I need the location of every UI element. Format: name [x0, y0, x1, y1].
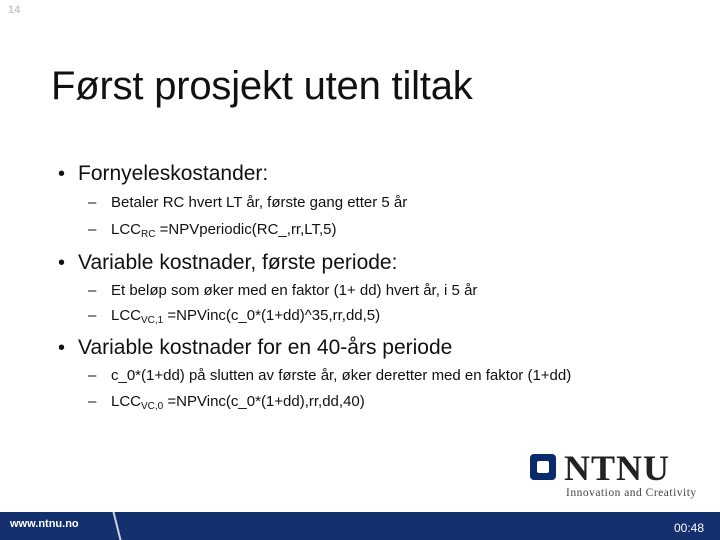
sub-bullet-item	[88, 393, 365, 412]
slide-title: Først prosjekt uten tiltak	[51, 64, 473, 108]
formula-subscript: VC,0	[141, 401, 164, 412]
bullet-marker: •	[58, 252, 66, 274]
dash-marker: –	[88, 307, 97, 324]
formula-prefix: LCC	[111, 221, 142, 238]
sub-bullet-text: Et beløp som øker med en faktor (1+ dd) hvert år, i 5 år	[111, 282, 478, 299]
logo-wordmark: NTNU	[564, 448, 671, 488]
sub-bullet-item	[88, 194, 407, 211]
slide-number: 14	[8, 4, 21, 16]
bullet-text: Variable kostnader for en 40-års periode	[78, 336, 453, 359]
footer-timestamp: 00:48	[673, 521, 704, 535]
formula-rest: =NPVinc(c_0*(1+dd),rr,dd,40)	[163, 393, 365, 410]
sub-bullet-item	[88, 221, 337, 240]
formula-rest: =NPVinc(c_0*(1+dd)^35,rr,dd,5)	[163, 307, 381, 324]
formula-subscript: RC	[141, 229, 156, 240]
footer-bar	[0, 512, 720, 540]
bullet-item	[58, 162, 268, 186]
sub-bullet-text: c_0*(1+dd) på slutten av første år, øker deretter med en faktor (1+dd)	[111, 367, 572, 384]
footer-divider	[113, 512, 122, 540]
bullet-marker: •	[58, 337, 66, 359]
bullet-item	[58, 251, 397, 275]
sub-bullet-text: Betaler RC hvert LT år, første gang etter 5 år	[111, 194, 408, 211]
bullet-text: Variable kostnader, første periode:	[78, 251, 398, 274]
formula-prefix: LCC	[111, 393, 142, 410]
sub-bullet-item	[88, 282, 477, 299]
dash-marker: –	[88, 393, 97, 410]
logo-tagline: Innovation and Creativity	[566, 487, 697, 499]
dash-marker: –	[88, 282, 97, 299]
formula-rest: =NPVperiodic(RC_,rr,LT,5)	[155, 221, 337, 238]
bullet-marker: •	[58, 163, 66, 185]
dash-marker: –	[88, 221, 97, 238]
dash-marker: –	[88, 194, 97, 211]
sub-bullet-item	[88, 307, 380, 326]
ntnu-logo	[530, 448, 710, 504]
dash-marker: –	[88, 367, 97, 384]
logo-square-icon	[530, 454, 556, 480]
formula-subscript: VC,1	[141, 315, 164, 326]
sub-bullet-item	[88, 367, 571, 384]
formula-prefix: LCC	[111, 307, 142, 324]
bullet-item	[58, 336, 452, 360]
bullet-text: Fornyeleskostander:	[78, 162, 269, 185]
footer-url-link[interactable]: www.ntnu.no	[10, 518, 79, 530]
